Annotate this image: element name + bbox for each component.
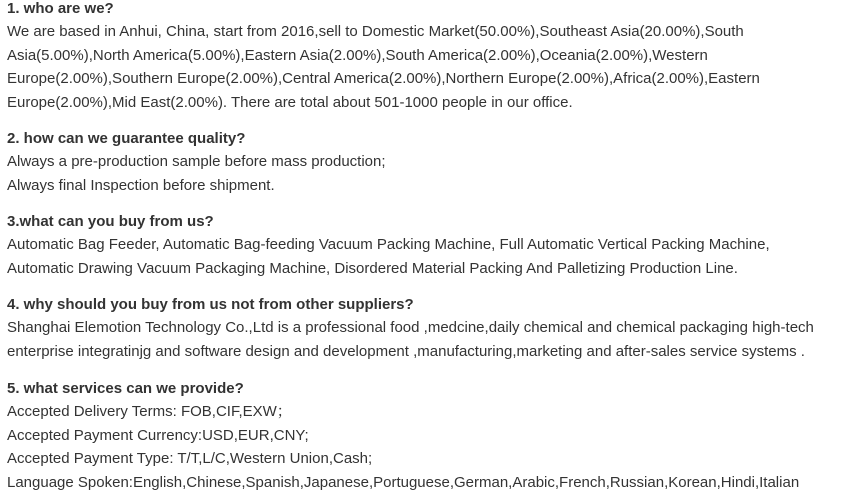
faq-question: 2. how can we guarantee quality? [7,130,246,147]
faq-question: 1. who are we? [7,0,114,17]
faq-answer-line: Europe(2.00%),Mid East(2.00%). There are total about 501-1000 people in our office. [7,93,573,111]
faq-answer-line: Europe(2.00%),Southern Europe(2.00%),Central America(2.00%),Northern Europe(2.00%),Africa(2.00%),Eastern [7,70,760,87]
faq-answer-line: Accepted Payment Currency:USD,EUR,CNY; [7,426,309,444]
faq-answer-line: Accepted Delivery Terms: FOB,CIF,EXW； [7,403,292,420]
faq-answer-line: We are based in Anhui, China, start from 2016,sell to Domestic Market(50.00%),Southeast Asia(20.00%),South [7,23,744,40]
faq-answer-line: Language Spoken:English,Chinese,Spanish,Japanese,Portuguese,German,Arabic,French,Russian,Korean,Hindi,Italian [7,473,800,491]
faq-answer [7,400,799,494]
faq-answer [7,150,386,197]
faq-item-why-us [7,293,814,363]
faq-answer-line: Automatic Drawing Vacuum Packaging Machine, Disordered Material Packing And Palletizing Production Line. [7,259,738,277]
faq-answer-line: Always final Inspection before shipment. [7,176,275,194]
faq-answer [7,316,814,363]
faq-item-who-are-we [7,0,760,114]
faq-answer-line: enterprise integratinjg and software design and development ,manufacturing,marketing and after-sales service systems . [7,342,805,360]
faq-answer-line: Shanghai Elemotion Technology Co.,Ltd is a professional food ,medcine,daily chemical and chemical packaging high-tech [7,319,814,336]
faq-question: 4. why should you buy from us not from other suppliers? [7,296,414,313]
faq-answer-line: Asia(5.00%),North America(5.00%),Eastern Asia(2.00%),South America(2.00%),Oceania(2.00%),Western [7,46,708,64]
faq-question: 3.what can you buy from us? [7,213,214,230]
faq-answer-line: Always a pre-production sample before mass production; [7,153,386,170]
faq-answer [7,20,760,114]
faq-item-products [7,210,770,280]
faq-answer-line: Accepted Payment Type: T/T,L/C,Western Union,Cash; [7,450,373,467]
faq-item-services [7,377,799,494]
faq-question: 5. what services can we provide? [7,380,244,397]
faq-item-quality [7,127,386,197]
faq-answer [7,233,770,280]
faq-answer-line: Automatic Bag Feeder, Automatic Bag-feeding Vacuum Packing Machine, Full Automatic Vertical Packing Machine, [7,236,770,253]
